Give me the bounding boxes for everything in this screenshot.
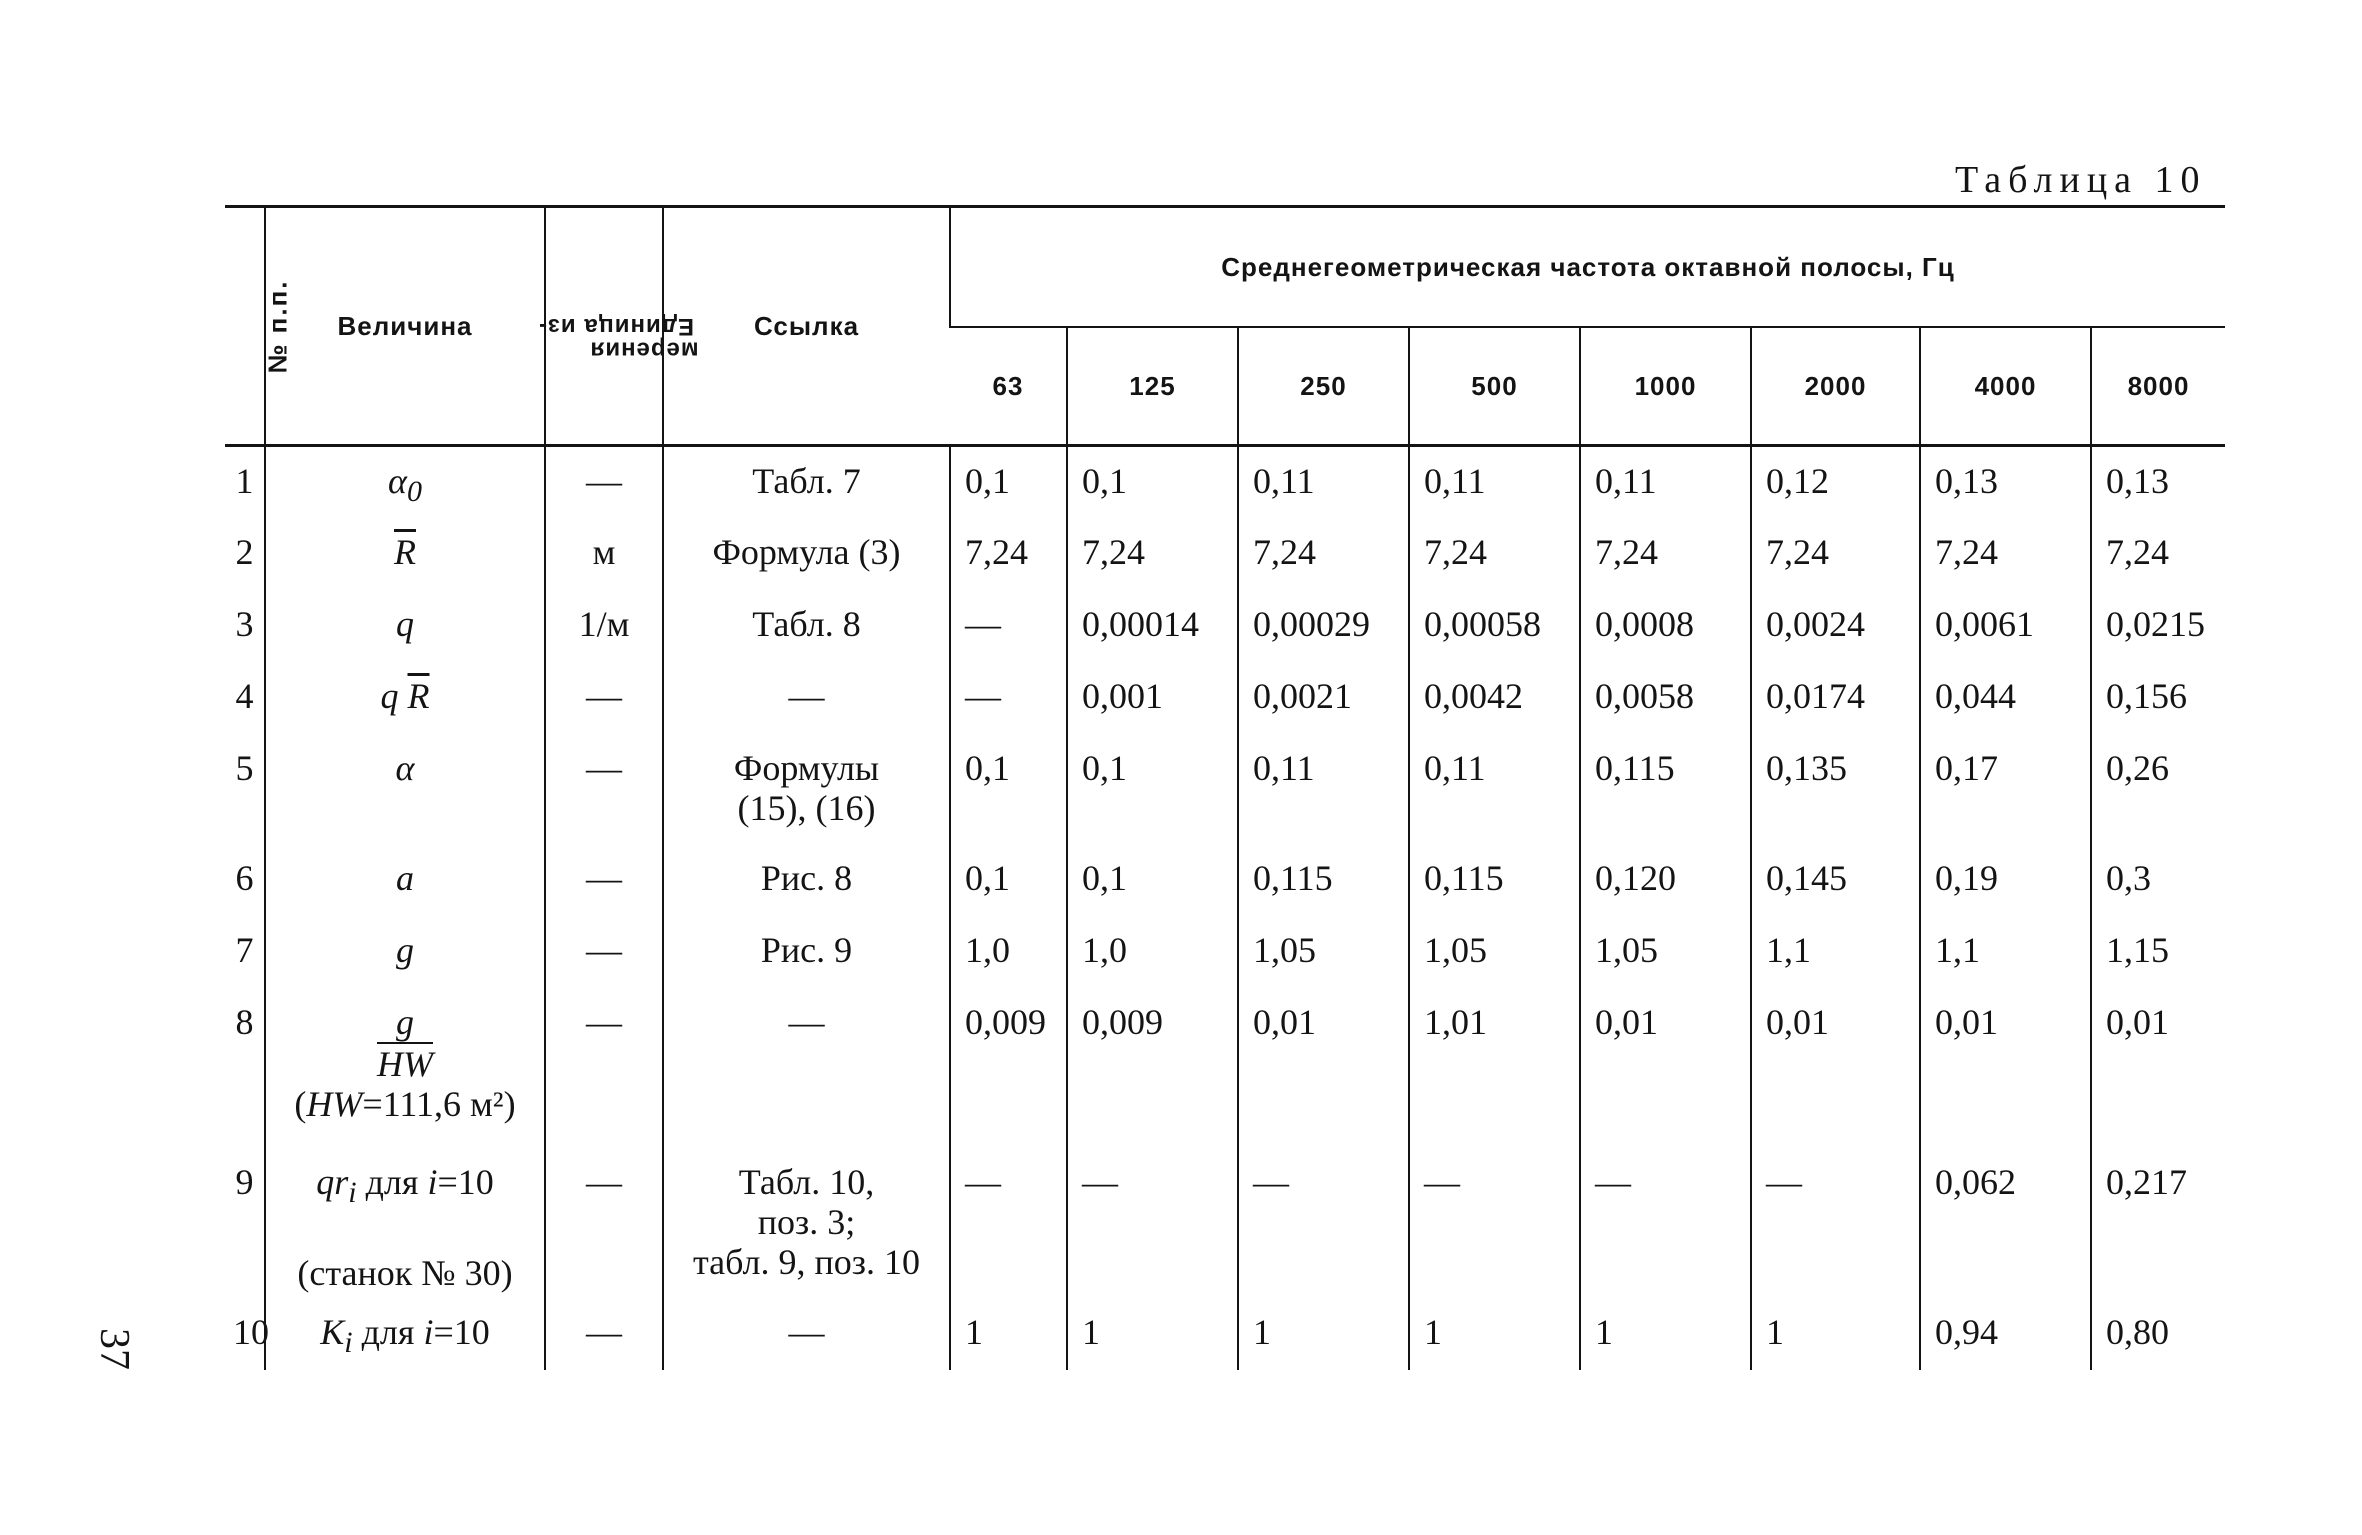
value-1000: — <box>1580 1148 1751 1298</box>
value-2000: 7,24 <box>1751 518 1920 590</box>
quantity-cell <box>265 590 545 662</box>
table-row <box>225 988 2225 1148</box>
reference-cell <box>663 734 950 844</box>
quantity-symbol: $\overline{R}$ <box>394 531 416 572</box>
reference-cell <box>663 590 950 662</box>
value-125: 0,1 <box>1067 446 1238 518</box>
value-125: 0,001 <box>1067 662 1238 734</box>
header-frequency-4000: 4000 <box>1920 327 2091 446</box>
reference-text: Рис. 9 <box>760 929 853 970</box>
reference-text: — <box>788 1311 825 1352</box>
quantity-subscript: i <box>344 1325 353 1359</box>
table-row <box>225 662 2225 734</box>
value-63: 0,1 <box>950 446 1067 518</box>
header-frequency-125: 125 <box>1067 327 1238 446</box>
value-125: 1,0 <box>1067 916 1238 988</box>
quantity-cell <box>265 446 545 518</box>
value-125: 0,009 <box>1067 988 1238 1148</box>
value-63: — <box>950 590 1067 662</box>
value-250: 0,00029 <box>1238 590 1409 662</box>
table-row <box>225 844 2225 916</box>
header-unit-line2: мерения <box>589 336 699 364</box>
value-1000: 0,0058 <box>1580 662 1751 734</box>
value-4000: 1,1 <box>1920 916 2091 988</box>
row-number: 3 <box>235 603 254 644</box>
value-63: — <box>950 1148 1067 1298</box>
table-title: Таблица 10 <box>1955 159 2207 201</box>
quantity-symbol: K <box>320 1311 345 1352</box>
quantity-text-end: =10 <box>433 1311 490 1352</box>
header-frequency-63: 63 <box>950 327 1067 446</box>
value-125: 0,00014 <box>1067 590 1238 662</box>
value-250: 0,11 <box>1238 446 1409 518</box>
value-1000: 0,01 <box>1580 988 1751 1148</box>
value-8000: 0,0215 <box>2091 590 2225 662</box>
reference-cell <box>663 844 950 916</box>
value-8000: 0,156 <box>2091 662 2225 734</box>
header-frequency-8000: 8000 <box>2091 327 2225 446</box>
value-4000: 0,17 <box>1920 734 2091 844</box>
quantity-cell <box>265 518 545 590</box>
quantity-cell <box>265 916 545 988</box>
value-125: 1 <box>1067 1298 1238 1370</box>
header-frequency-group: Среднегеометрическая частота октавной полосы, Гц <box>950 207 2225 328</box>
value-2000: 0,0024 <box>1751 590 1920 662</box>
value-4000: 0,0061 <box>1920 590 2091 662</box>
value-250: 0,11 <box>1238 734 1409 844</box>
fraction <box>377 1002 433 1084</box>
reference-text: Формула (3) <box>712 531 901 572</box>
header-quantity: Величина <box>265 207 545 446</box>
value-63: 1,0 <box>950 916 1067 988</box>
value-4000: 0,044 <box>1920 662 2091 734</box>
value-250: 7,24 <box>1238 518 1409 590</box>
quantity-symbol: a <box>396 857 414 898</box>
value-500: 1 <box>1409 1298 1580 1370</box>
value-250: 0,01 <box>1238 988 1409 1148</box>
value-2000: 0,145 <box>1751 844 1920 916</box>
value-125: 0,1 <box>1067 734 1238 844</box>
row-number: 2 <box>235 531 254 572</box>
reference-line: Формулы <box>733 747 880 788</box>
quantity-cell <box>265 844 545 916</box>
value-4000: 7,24 <box>1920 518 2091 590</box>
table-row <box>225 1298 2225 1370</box>
reference-line: табл. 9, поз. 10 <box>692 1241 921 1282</box>
quantity-symbol: g <box>396 929 414 970</box>
quantity-cell <box>265 662 545 734</box>
value-250: 1,05 <box>1238 916 1409 988</box>
value-8000: 0,80 <box>2091 1298 2225 1370</box>
value-500: 0,11 <box>1409 734 1580 844</box>
value-63: 0,1 <box>950 844 1067 916</box>
value-4000: 0,94 <box>1920 1298 2091 1370</box>
unit-cell: — <box>545 844 663 916</box>
value-63: 0,1 <box>950 734 1067 844</box>
value-2000: 1,1 <box>1751 916 1920 988</box>
value-8000: 1,15 <box>2091 916 2225 988</box>
value-8000: 0,26 <box>2091 734 2225 844</box>
unit-cell: 1/м <box>545 590 663 662</box>
value-4000: 0,062 <box>1920 1148 2091 1298</box>
quantity-symbol: q <box>396 603 414 644</box>
value-2000: 0,01 <box>1751 988 1920 1148</box>
quantity-symbol: α <box>388 461 407 501</box>
row-number: 8 <box>235 1001 254 1042</box>
value-1000: 0,120 <box>1580 844 1751 916</box>
value-500: 0,0042 <box>1409 662 1580 734</box>
table-row <box>225 1148 2225 1298</box>
value-500: 1,05 <box>1409 916 1580 988</box>
value-4000: 0,19 <box>1920 844 2091 916</box>
value-1000: 0,11 <box>1580 446 1751 518</box>
reference-line: поз. 3; <box>757 1201 856 1242</box>
unit-cell: — <box>545 734 663 844</box>
value-2000: 0,135 <box>1751 734 1920 844</box>
unit-cell: — <box>545 1298 663 1370</box>
table-row <box>225 734 2225 844</box>
value-4000: 0,01 <box>1920 988 2091 1148</box>
reference-text: Рис. 8 <box>760 857 853 898</box>
reference-text: — <box>788 1001 825 1042</box>
unit-cell: — <box>545 1148 663 1298</box>
value-500: 1,01 <box>1409 988 1580 1148</box>
value-8000: 7,24 <box>2091 518 2225 590</box>
value-2000: 0,0174 <box>1751 662 1920 734</box>
value-63: — <box>950 662 1067 734</box>
note-open: ( <box>294 1083 307 1124</box>
table-row <box>225 518 2225 590</box>
value-500: — <box>1409 1148 1580 1298</box>
header-frequency-1000: 1000 <box>1580 327 1751 446</box>
row-number: 1 <box>235 461 254 501</box>
value-63: 0,009 <box>950 988 1067 1148</box>
value-1000: 1,05 <box>1580 916 1751 988</box>
reference-cell <box>663 916 950 988</box>
row-number: 10 <box>233 1311 269 1352</box>
row-number: 6 <box>235 857 254 898</box>
quantity-cell <box>265 734 545 844</box>
note-rest: =111,6 м²) <box>362 1083 516 1124</box>
unit-cell: — <box>545 446 663 518</box>
header-unit-label <box>538 248 699 404</box>
value-8000: 0,01 <box>2091 988 2225 1148</box>
value-500: 7,24 <box>1409 518 1580 590</box>
row-number: 4 <box>235 675 254 716</box>
quantity-note: (станок № 30) <box>297 1252 513 1293</box>
unit-cell: — <box>545 916 663 988</box>
value-8000: 0,3 <box>2091 844 2225 916</box>
quantity-text: для <box>356 1161 428 1202</box>
value-2000: 1 <box>1751 1298 1920 1370</box>
value-500: 0,11 <box>1409 446 1580 518</box>
unit-cell: — <box>545 662 663 734</box>
row-number: 7 <box>235 929 254 970</box>
value-2000: — <box>1751 1148 1920 1298</box>
data-table <box>225 205 2225 1370</box>
header-frequency-250: 250 <box>1238 327 1409 446</box>
quantity-text-end: =10 <box>437 1161 494 1202</box>
reference-text: Табл. 8 <box>752 603 861 644</box>
header-frequency-500: 500 <box>1409 327 1580 446</box>
reference-text: — <box>788 675 825 716</box>
value-500: 0,00058 <box>1409 590 1580 662</box>
value-125: 0,1 <box>1067 844 1238 916</box>
reference-line: (15), (16) <box>737 787 876 828</box>
value-250: 0,115 <box>1238 844 1409 916</box>
header-unit <box>538 207 699 446</box>
value-250: 1 <box>1238 1298 1409 1370</box>
reference-cell <box>663 988 950 1148</box>
quantity-subscript: 0 <box>406 475 422 509</box>
table-body <box>225 446 2225 1370</box>
value-125: 7,24 <box>1067 518 1238 590</box>
quantity-cell <box>265 1148 545 1298</box>
quantity-variable: i <box>427 1161 438 1202</box>
quantity-text: для <box>352 1311 424 1352</box>
quantity-symbol: α <box>395 747 415 788</box>
table-row <box>225 916 2225 988</box>
value-250: 0,0021 <box>1238 662 1409 734</box>
value-500: 0,115 <box>1409 844 1580 916</box>
value-1000: 0,115 <box>1580 734 1751 844</box>
value-1000: 1 <box>1580 1298 1751 1370</box>
reference-cell <box>663 662 950 734</box>
header-unit-line1: Единица из- <box>538 313 694 340</box>
row-number: 5 <box>235 747 254 788</box>
quantity-variable: i <box>423 1311 434 1352</box>
table-row <box>225 446 2225 518</box>
value-8000: 0,217 <box>2091 1148 2225 1298</box>
page-number: 37 <box>91 1328 137 1370</box>
header-number <box>225 207 293 446</box>
quantity-cell <box>265 1298 545 1370</box>
value-1000: 7,24 <box>1580 518 1751 590</box>
value-1000: 0,0008 <box>1580 590 1751 662</box>
table-row <box>225 590 2225 662</box>
value-2000: 0,12 <box>1751 446 1920 518</box>
reference-line: Табл. 10, <box>738 1161 875 1202</box>
value-4000: 0,13 <box>1920 446 2091 518</box>
note-variable: HW <box>306 1083 363 1124</box>
quantity-subscript: i <box>348 1175 357 1209</box>
reference-cell <box>663 1298 950 1370</box>
fraction-denominator: HW <box>377 1043 433 1084</box>
fraction-numerator: g <box>377 1002 433 1044</box>
value-125: — <box>1067 1148 1238 1298</box>
reference-cell <box>663 1148 950 1298</box>
value-63: 1 <box>950 1298 1067 1370</box>
header-frequency-2000: 2000 <box>1751 327 1920 446</box>
value-8000: 0,13 <box>2091 446 2225 518</box>
row-number: 9 <box>235 1161 254 1202</box>
quantity-symbol: qr <box>316 1161 349 1202</box>
header-number-label: № п.п. <box>262 278 293 374</box>
quantity-symbol-2: $\overline{R}$ <box>407 675 430 716</box>
reference-text: Табл. 7 <box>752 461 861 501</box>
header-reference: Ссылка <box>663 207 950 446</box>
reference-cell <box>663 446 950 518</box>
unit-cell: — <box>545 988 663 1148</box>
reference-cell <box>663 518 950 590</box>
unit-cell: м <box>545 518 663 590</box>
value-63: 7,24 <box>950 518 1067 590</box>
value-250: — <box>1238 1148 1409 1298</box>
quantity-cell <box>265 988 545 1148</box>
quantity-symbol: q <box>380 675 399 716</box>
